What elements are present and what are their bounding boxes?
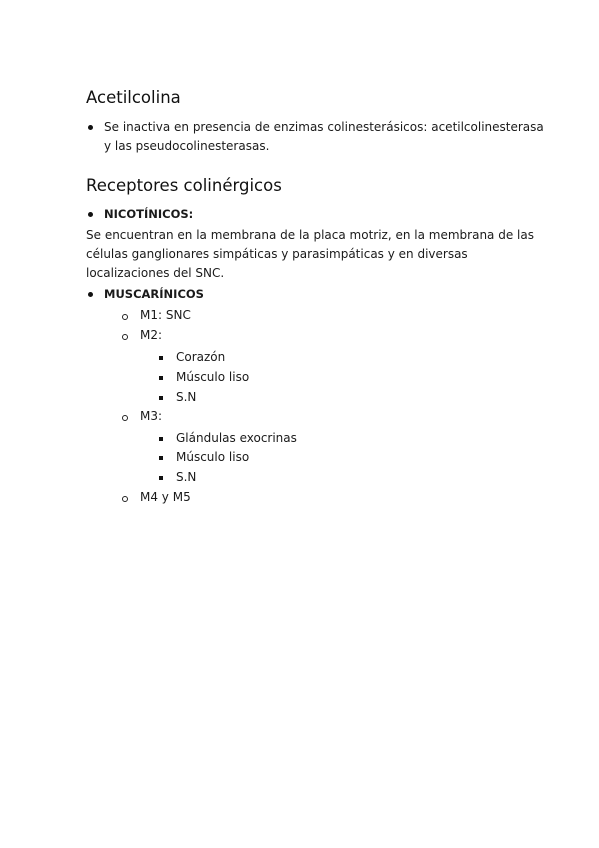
muscarinicos-label: MUSCARÍNICOS (104, 287, 204, 301)
acetilcolina-text-line-1: Se inactiva en presencia de enzimas colinesterásicos: acetilcolinesterasa (104, 120, 544, 134)
bullet-icon (88, 292, 93, 297)
nicotinicos-paragraph-line-1: Se encuentran en la membrana de la placa motriz, en la membrana de las (86, 228, 534, 242)
square-bullet-icon (159, 356, 163, 360)
square-bullet-icon (159, 437, 163, 441)
nicotinicos-paragraph-line-3: localizaciones del SNC. (86, 266, 225, 280)
heading-acetilcolina: Acetilcolina (86, 88, 181, 107)
square-bullet-icon (159, 396, 163, 400)
circle-bullet-icon (122, 415, 128, 421)
bullet-icon (88, 125, 93, 130)
square-bullet-icon (159, 476, 163, 480)
m1-item: M1: SNC (140, 308, 191, 322)
m3-subitem: S.N (176, 470, 197, 484)
acetilcolina-text-line-2: y las pseudocolinesterasas. (104, 139, 270, 153)
m3-item: M3: (140, 409, 163, 423)
m4-m5-item: M4 y M5 (140, 490, 191, 504)
m2-subitem: Corazón (176, 350, 226, 364)
square-bullet-icon (159, 456, 163, 460)
m2-item: M2: (140, 328, 163, 342)
heading-receptores-colinergicos: Receptores colinérgicos (86, 176, 282, 195)
bullet-icon (88, 212, 93, 217)
m2-subitem: S.N (176, 390, 197, 404)
m3-subitem: Glándulas exocrinas (176, 431, 297, 445)
circle-bullet-icon (122, 496, 128, 502)
nicotinicos-label: NICOTÍNICOS: (104, 207, 194, 221)
nicotinicos-paragraph-line-2: células ganglionares simpáticas y parasimpáticas y en diversas (86, 247, 468, 261)
circle-bullet-icon (122, 334, 128, 340)
m3-subitem: Músculo liso (176, 450, 250, 464)
square-bullet-icon (159, 376, 163, 380)
m2-subitem: Músculo liso (176, 370, 250, 384)
circle-bullet-icon (122, 314, 128, 320)
